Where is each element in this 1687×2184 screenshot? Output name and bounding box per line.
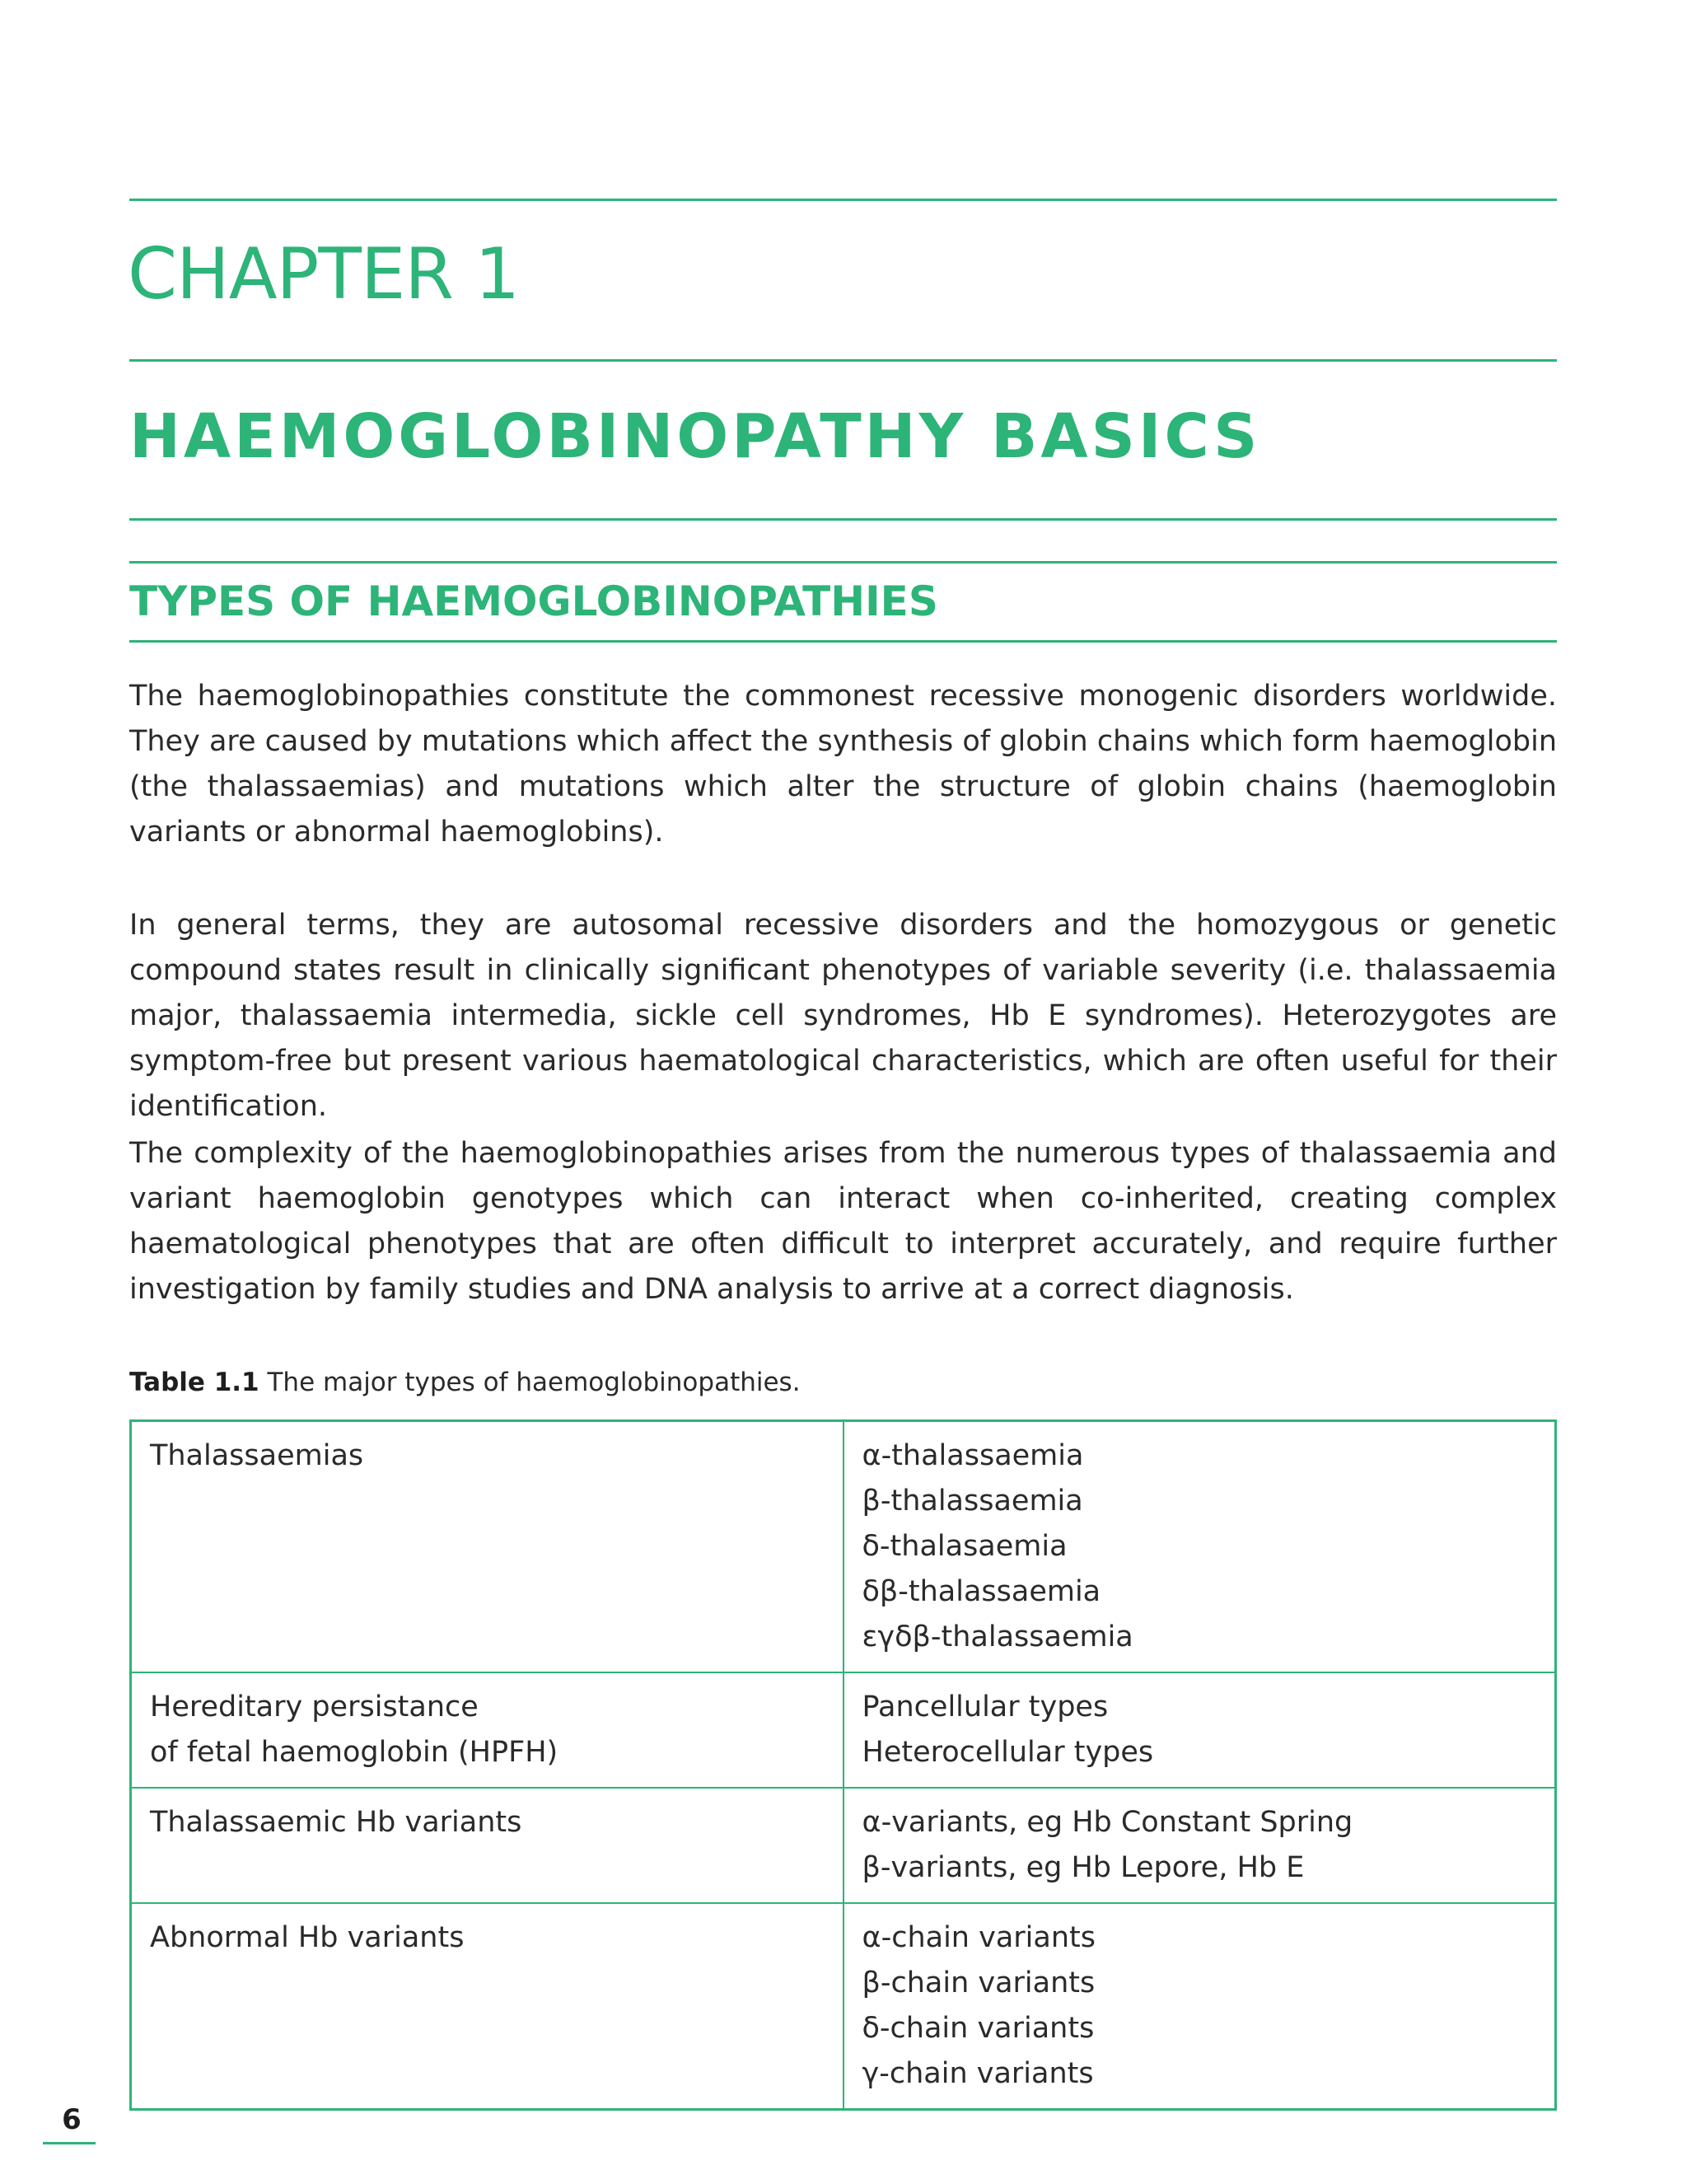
chapter-title: HAEMOGLOBINOPATHY BASICS — [129, 401, 1261, 472]
category-line: of fetal haemoglobin (HPFH) — [150, 1736, 558, 1769]
body-paragraph-2: In general terms, they are autosomal recessive disorders and the homozygous or genetic compound states result in clinically significant phenotypes of variable severity (i.e. thalassaemia major, thalassaemia intermedia, sickle cell syndromes, Hb E syndromes). Heterozygotes are symptom-free but present various haematological characteristics, which are often useful for their identification. — [129, 909, 1557, 1123]
type-line: Pancellular types — [862, 1691, 1109, 1723]
section-bottom-rule — [129, 640, 1557, 643]
type-line: γ-chain variants — [862, 2057, 1094, 2090]
page-number: 6 — [62, 2103, 82, 2136]
type-line: α-thalassaemia — [862, 1439, 1084, 1472]
chapter-label: CHAPTER 1 — [128, 233, 520, 316]
type-line: β-variants, eg Hb Lepore, Hb E — [862, 1851, 1305, 1884]
table-cell-category — [131, 1421, 844, 1673]
section-title: TYPES OF HAEMOGLOBINOPATHIES — [129, 578, 938, 625]
table-cell-category — [131, 1903, 844, 2110]
type-line: β-chain variants — [862, 1967, 1096, 1999]
table-row — [131, 1421, 1556, 1673]
table-cell-category — [131, 1788, 844, 1903]
table-cell-types — [844, 1788, 1556, 1903]
category-line: Thalassaemias — [150, 1439, 364, 1472]
table-caption-text: The major types of haemoglobinopathies. — [267, 1368, 801, 1397]
table-caption-number: Table 1.1 — [129, 1368, 259, 1397]
table-caption — [129, 1366, 801, 1399]
type-line: β-thalassaemia — [862, 1485, 1083, 1518]
chapter-top-rule — [129, 199, 1557, 201]
type-line: Heterocellular types — [862, 1736, 1154, 1769]
table-cell-types — [844, 1903, 1556, 2110]
body-paragraph-3: The complexity of the haemoglobinopathies arises from the numerous types of thalassaemia and variant haemoglobin genotypes which can interact when co-inherited, creating complex haematological phenotypes that are often difficult to interpret accurately, and require further investigation by family studies and DNA analysis to arrive at a correct diagnosis. — [129, 1137, 1557, 1306]
table-cell-types — [844, 1421, 1556, 1673]
category-line: Abnormal Hb variants — [150, 1921, 465, 1954]
type-line: δ-thalasaemia — [862, 1530, 1068, 1563]
chapter-divider-rule — [129, 359, 1557, 362]
category-line: Thalassaemic Hb variants — [150, 1806, 522, 1839]
category-line: Hereditary persistance — [150, 1691, 479, 1723]
table-cell-category — [131, 1672, 844, 1788]
table-row — [131, 1788, 1556, 1903]
body-paragraph-1: The haemoglobinopathies constitute the commonest recessive monogenic disorders worldwide. They are caused by mutations which affect the synthesis of globin chains which form haemoglobin (the thalassaemias) and mutations which alter the structure of globin chains (haemoglobin variants or abnormal haemoglobins). — [129, 680, 1557, 849]
type-line: α-variants, eg Hb Constant Spring — [862, 1806, 1353, 1839]
haemoglobinopathy-types-table — [129, 1419, 1557, 2111]
table-row — [131, 1672, 1556, 1788]
table-cell-types — [844, 1672, 1556, 1788]
type-line: α-chain variants — [862, 1921, 1096, 1954]
type-line: δβ-thalassaemia — [862, 1575, 1101, 1608]
table-row — [131, 1903, 1556, 2110]
type-line: εγδβ-thalassaemia — [862, 1620, 1133, 1653]
page-number-underline — [43, 2142, 96, 2144]
section-top-rule — [129, 561, 1557, 564]
chapter-bottom-rule — [129, 518, 1557, 521]
type-line: δ-chain variants — [862, 2012, 1095, 2045]
